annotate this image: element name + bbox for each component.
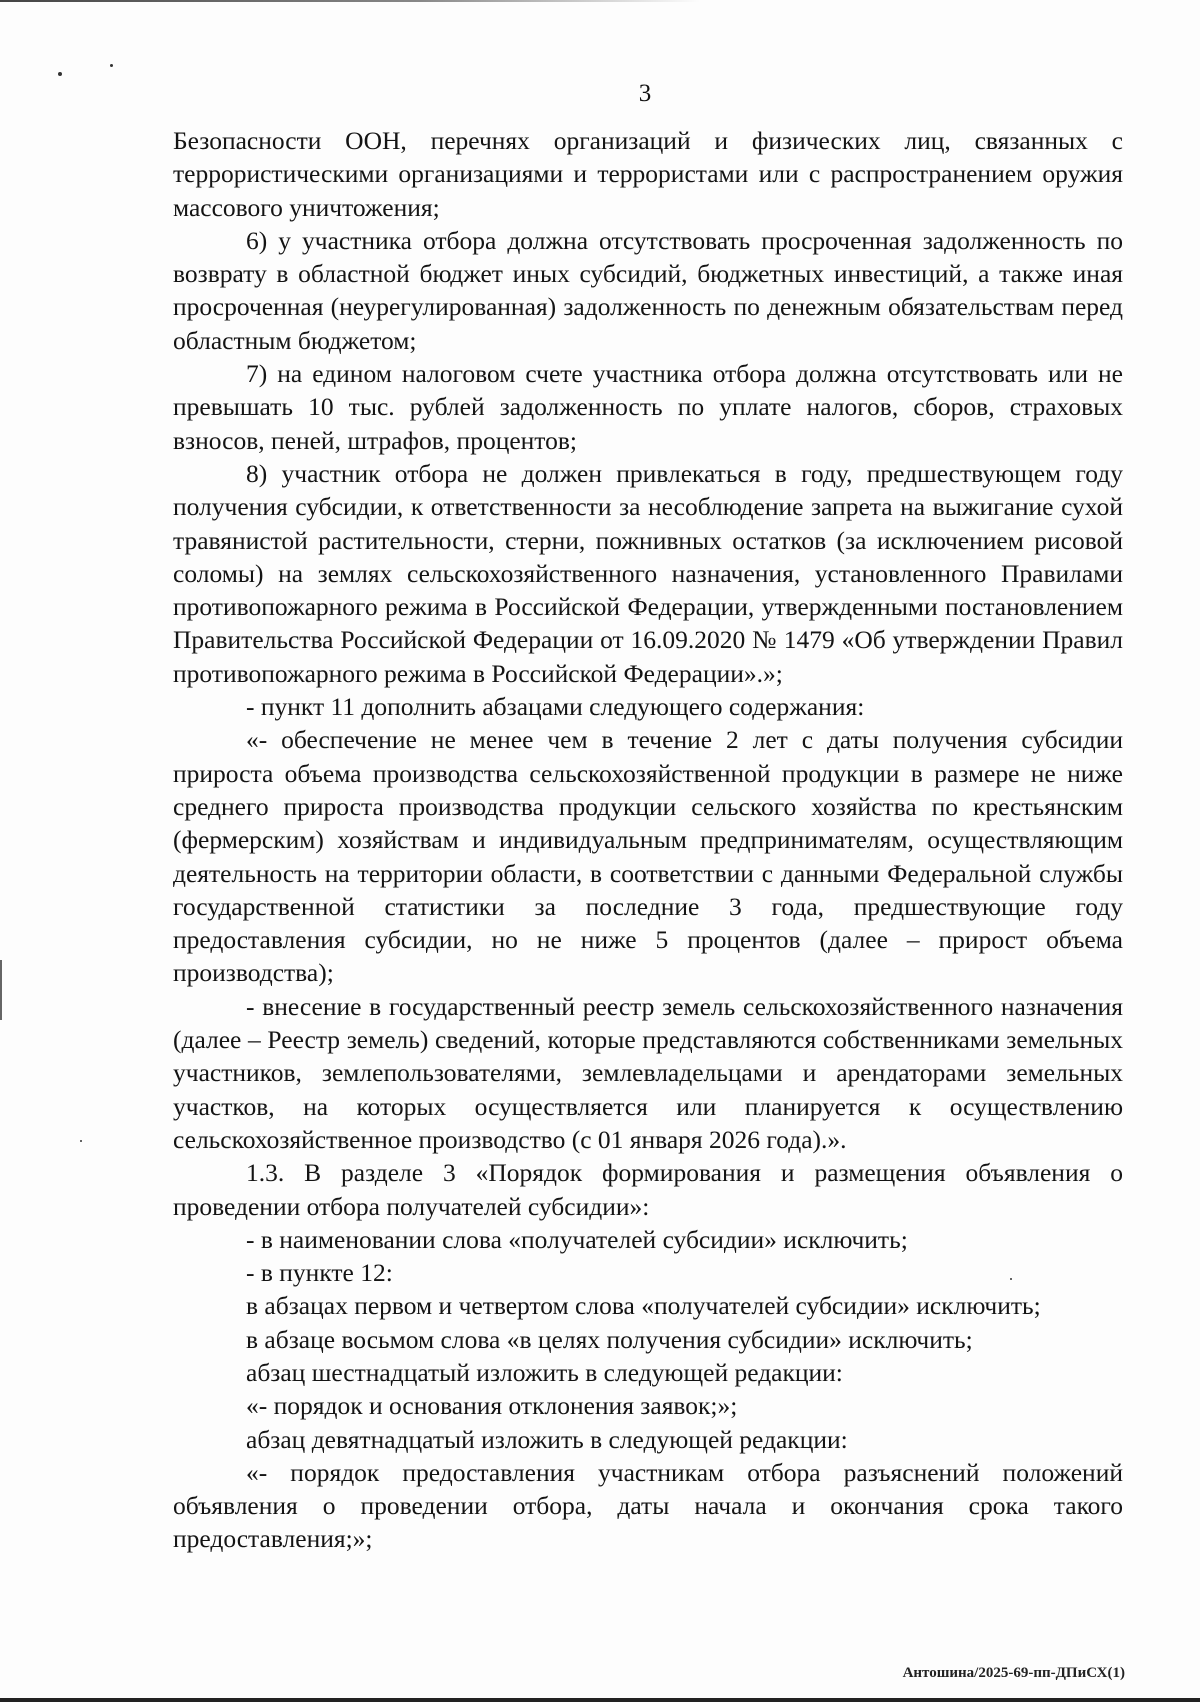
paragraph: 1.3. В разделе 3 «Порядок формирования и размещения объявления о проведении отбора получателей субсидии»:	[173, 1158, 1123, 1221]
scan-speck	[80, 1140, 82, 1142]
paragraph: в абзаце восьмом слова «в целях получения субсидии» исключить;	[246, 1324, 973, 1354]
paragraph: 6) у участника отбора должна отсутствовать просроченная задолженность по возврату в областной бюджет иных субсидий, бюджетных инвестиций, а также иная просроченная (неурегулированная) задолженность по денежным обязательствам перед областным бюджетом;	[173, 225, 1123, 355]
footer-reference: Антошина/2025-69-пп-ДПиСХ(1)	[902, 1665, 1125, 1681]
paragraph: абзац девятнадцатый изложить в следующей редакции:	[246, 1424, 848, 1454]
paragraph: - в наименовании слова «получателей субсидии» исключить;	[246, 1224, 908, 1254]
paragraph: Безопасности ООН, перечнях организаций и физических лиц, связанных с террористическими организациями и террористами или с распространением оружия массового уничтожения;	[173, 126, 1123, 222]
scan-edge-left	[0, 960, 2, 1020]
scan-speck	[58, 72, 62, 76]
paragraph: - внесение в государственный реестр земель сельскохозяйственного назначения (далее – Реестр земель) сведений, которые представляются собственниками земельных участников, землепользователями, землевладельцами и арендаторами земельных участков, на которых осуществляется или планируется к осуществлению сельскохозяйственное производство (с 01 января 2026 года).».	[173, 991, 1123, 1154]
paragraph: в абзацах первом и четвертом слова «получателей субсидии» исключить;	[246, 1291, 1041, 1321]
paragraph: «- порядок и основания отклонения заявок;»;	[246, 1391, 738, 1421]
scan-speck	[110, 64, 113, 67]
page-number: 3	[638, 80, 652, 107]
document-body	[173, 124, 1123, 1556]
paragraph: «- обеспечение не менее чем в течение 2 лет с даты получения субсидии прироста объема производства сельскохозяйственной продукции в размере не ниже среднего прироста производства продукции сельского хозяйства по крестьянским (фермерским) хозяйствам и индивидуальным предпринимателям, осуществляющим деятельность на территории области, в соответствии с данными Федеральной службы государственной статистики за последние 3 года, предшествующие году предоставления субсидии, но не ниже 5 процентов (далее – прирост объема производства);	[173, 725, 1123, 988]
paragraph: абзац шестнадцатый изложить в следующей редакции:	[246, 1357, 843, 1387]
paragraph: - пункт 11 дополнить абзацами следующего содержания:	[246, 692, 865, 722]
scan-edge-bottom	[0, 1698, 1200, 1702]
paragraph: «- порядок предоставления участникам отбора разъяснений положений объявления о проведении отбора, даты начала и окончания срока такого предоставления;»;	[173, 1457, 1123, 1554]
paragraph: - в пункте 12:	[246, 1258, 393, 1288]
scan-edge-top	[0, 0, 700, 2]
paragraph: 7) на едином налоговом счете участника отбора должна отсутствовать или не превышать 10 тыс. рублей задолженность по уплате налогов, сборов, страховых взносов, пеней, штрафов, процентов;	[173, 359, 1123, 455]
paragraph: 8) участник отбора не должен привлекаться в году, предшествующем году получения субсидии, к ответственности за несоблюдение запрета на выжигание сухой травянистой растительности, стерни, пожнивных остатков (за исключением рисовой соломы) на землях сельскохозяйственного назначения, установленного Правилами противопожарного режима в Российской Федерации, утвержденными постановлением Правительства Российской Федерации от 16.09.2020 № 1479 «Об утверждении Правил противопожарного режима в Российской Федерации».»;	[173, 458, 1123, 688]
